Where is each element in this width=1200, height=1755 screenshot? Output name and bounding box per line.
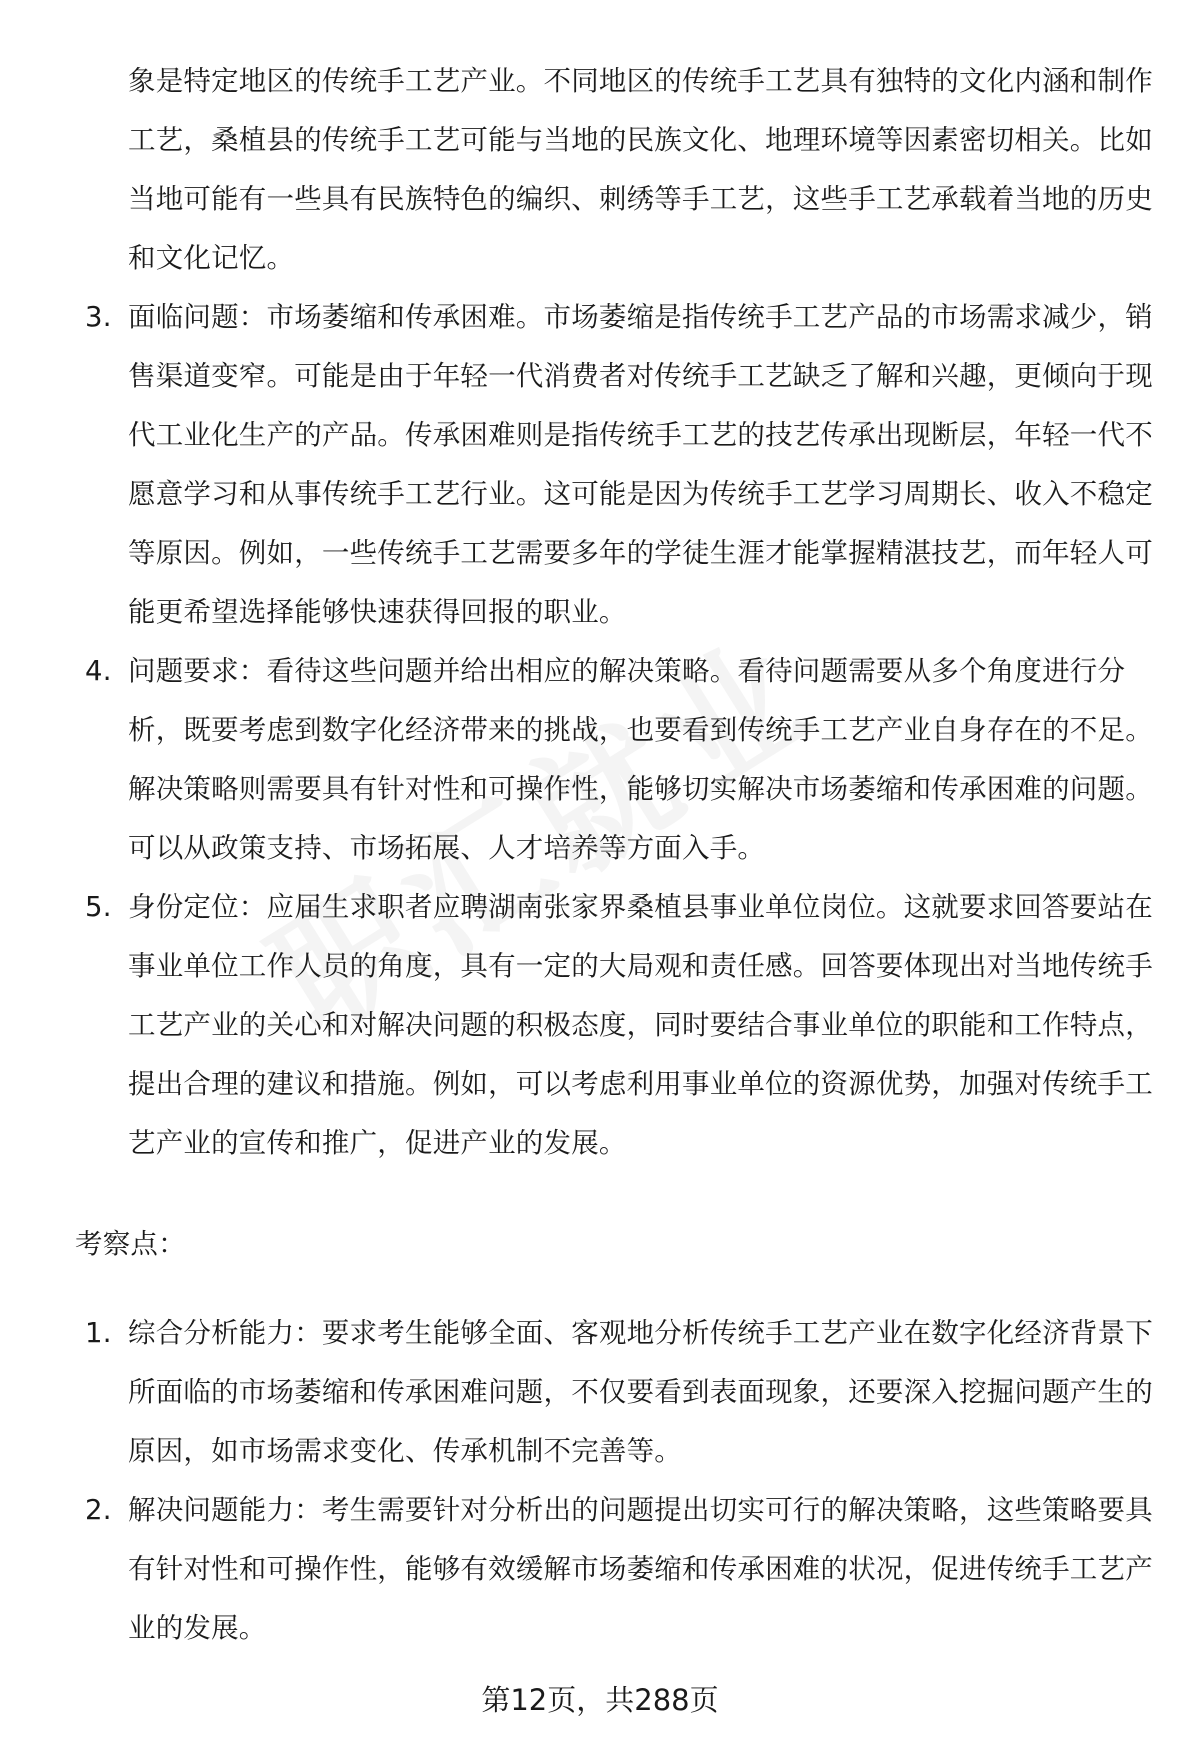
list-item: [75, 1304, 1155, 1481]
exam-points-list: [75, 1304, 1155, 1658]
intro-continuation-paragraph: 象是特定地区的传统手工艺产业。不同地区的传统手工艺具有独特的文化内涵和制作工艺，桑植县的传统手工艺可能与当地的民族文化、地理环境等因素密切相关。比如当地可能有一些具有民族特色的编织、刺绣等手工艺，这些手工艺承载着当地的历史和文化记忆。: [128, 65, 1153, 274]
list-item-text: 综合分析能力：要求考生能够全面、客观地分析传统手工艺产业在数字化经济背景下所面临的市场萎缩和传承困难问题，不仅要看到表面现象，还要深入挖掘问题产生的原因，如市场需求变化、传承机制不完善等。: [128, 1317, 1153, 1467]
list-item-text: 身份定位：应届生求职者应聘湖南张家界桑植县事业单位岗位。这就要求回答要站在事业单位工作人员的角度，具有一定的大局观和责任感。回答要体现出对当地传统手工艺产业的关心和对解决问题的积极态度，同时要结合事业单位的职能和工作特点，提出合理的建议和措施。例如，可以考虑利用事业单位的资源优势，加强对传统手工艺产业的宣传和推广，促进产业的发展。: [128, 891, 1153, 1159]
list-item: [75, 288, 1155, 642]
list-item: [75, 642, 1155, 878]
list-item-number: 4.: [85, 655, 112, 687]
list-item-text: 面临问题：市场萎缩和传承困难。市场萎缩是指传统手工艺产品的市场需求减少，销售渠道变窄。可能是由于年轻一代消费者对传统手工艺缺乏了解和兴趣，更倾向于现代工业化生产的产品。传承困难则是指传统手工艺的技艺传承出现断层，年轻一代不愿意学习和从事传统手工艺行业。这可能是因为传统手工艺学习周期长、收入不稳定等原因。例如，一些传统手工艺需要多年的学徒生涯才能掌握精湛技艺，而年轻人可能更希望选择能够快速获得回报的职业。: [128, 301, 1153, 628]
list-item-number: 1.: [85, 1317, 112, 1349]
page-number-footer: 第12页，共288页: [481, 1683, 719, 1717]
list-item-text: 解决问题能力：考生需要针对分析出的问题提出切实可行的解决策略，这些策略要具有针对性和可操作性，能够有效缓解市场萎缩和传承困难的状况，促进传统手工艺产业的发展。: [128, 1494, 1153, 1644]
list-item: [75, 878, 1155, 1173]
list-item-number: 5.: [85, 891, 112, 923]
list-item-number: 3.: [85, 301, 112, 333]
exam-points-heading: 考察点：: [75, 1228, 186, 1260]
analysis-list: [75, 288, 1155, 1173]
list-item-number: 2.: [85, 1494, 112, 1526]
page-content: [75, 52, 1155, 1658]
list-item: [75, 1481, 1155, 1658]
list-item-text: 问题要求：看待这些问题并给出相应的解决策略。看待问题需要从多个角度进行分析，既要考虑到数字化经济带来的挑战，也要看到传统手工艺产业自身存在的不足。解决策略则需要具有针对性和可操作性，能够切实解决市场萎缩和传承困难的问题。可以从政策支持、市场拓展、人才培养等方面入手。: [128, 655, 1153, 864]
